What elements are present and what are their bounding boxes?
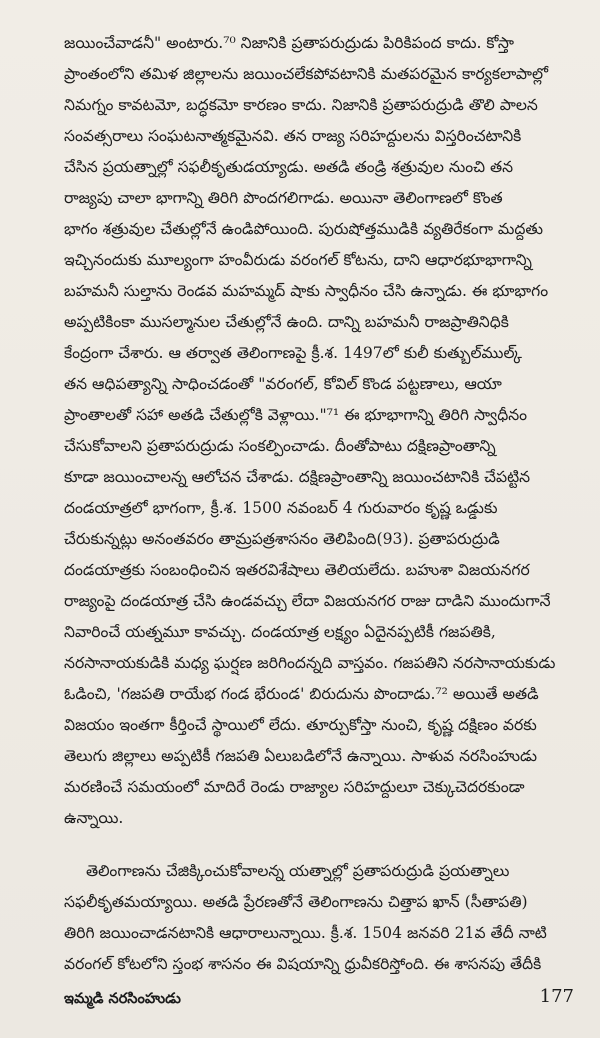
- text-line: సఫలీకృతమయ్యాయి. అతడి ప్రేరణతోనే తెలింగాణను చిత్తాప ఖాన్ (సీతాపతి): [64, 893, 528, 911]
- text-line: తిరిగి జయించాడనటానికి ఆధారాలున్నాయి. క్రీ.శ. 1504 జనవరి 21వ తేదీ నాటి: [64, 924, 547, 942]
- text-line: చేసుకోవాలని ప్రతాపరుద్రుడు సంకల్పించాడు. దీంతోపాటు దక్షిణప్రాంతాన్ని: [64, 437, 496, 455]
- text-line: చేసిన ప్రయత్నాల్లో సఫలీకృతుడయ్యాడు. అతడి తండ్రి శత్రువుల నుంచి తన: [64, 158, 514, 176]
- text-line: విజయం ఇంతగా కీర్తించే స్థాయిలో లేదు. తూర్పుకోస్తా నుంచి, కృష్ణ దక్షిణం వరకు: [64, 716, 537, 734]
- text-line: అప్పటికింకా ముసల్మానుల చేతుల్లోనే ఉంది. దాన్ని బహమనీ రాజప్రాతినిధికి: [64, 313, 509, 331]
- text-line: జయించేవాడనీ" అంటారు.⁷⁰ నిజానికి ప్రతాపరుద్రుడు పిరికిపంద కాదు. కోస్తా: [64, 34, 514, 52]
- text-line: ఓడించి, 'గజపతి రాయేభ గండ భేరుండ' బిరుదును పొందాడు.⁷² అయితే అతడి: [64, 685, 539, 703]
- text-line: కేంద్రంగా చేశారు. ఆ తర్వాత తెలింగాణపై క్రీ.శ. 1497లో కులీ కుత్బుల్‌ముల్క్: [64, 344, 522, 362]
- text-line: ప్రాంతంలోని తమిళ జిల్లాలను జయించలేకపోవటానికి మతపరమైన కార్యకలాపాల్లో: [64, 65, 549, 83]
- running-title: ఇమ్మడి నరసింహుడు: [64, 990, 181, 1007]
- text-line: భాగం శత్రువుల చేతుల్లోనే ఉండిపోయింది. పురుషోత్తముడికి వ్యతిరేకంగా మద్దతు: [64, 220, 543, 238]
- text-line: రాజ్యంపై దండయాత్ర చేసి ఉండవచ్చు లేదా విజయనగర రాజు దాడిని ముందుగానే: [64, 592, 551, 610]
- body-text: [64, 28, 574, 980]
- paragraph-gap: [64, 834, 574, 856]
- text-line: రాజ్యపు చాలా భాగాన్ని తిరిగి పొందగలిగాడు. అయినా తెలింగాణలో కొంత: [64, 189, 503, 207]
- text-line: కూడా జయించాలన్న ఆలోచన చేశాడు. దక్షిణప్రాంతాన్ని జయించటానికి చేపట్టిన: [64, 468, 531, 486]
- text-line: మరణించే సమయంలో మాదిరే రెండు రాజ్యాల సరిహద్దులూ చెక్కుచెదరకుండా: [64, 778, 525, 796]
- text-line: వరంగల్ కోటలోని స్తంభ శాసనం ఈ విషయాన్ని ధ్రువీకరిస్తోంది. ఈ శాసనపు తేదీకి: [64, 955, 542, 973]
- text-line: ప్రాంతాలతో సహా అతడి చేతుల్లోకి వెళ్లాయి."⁷¹ ఈ భూభాగాన్ని తిరిగి స్వాధీనం: [64, 406, 528, 424]
- page-footer: [64, 986, 574, 1016]
- text-line: తెలుగు జిల్లాలు అప్పటికీ గజపతి ఏలుబడిలోనే ఉన్నాయి. సాళువ నరసింహుడు: [64, 747, 537, 765]
- text-line: నిమగ్నం కావటమో, బద్ధకమో కారణం కాదు. నిజానికి ప్రతాపరుద్రుడి తొలి పాలన: [64, 96, 538, 114]
- paragraph-2: [64, 856, 574, 980]
- text-line: నివారించే యత్నమూ కావచ్చు. దండయాత్ర లక్ష్యం ఏదైనప్పటికీ గజపతికి,: [64, 623, 496, 641]
- text-line-indented: తెలింగాణను చేజిక్కించుకోవాలన్న యత్నాల్లో ప్రతాపరుద్రుడి ప్రయత్నాలు: [86, 862, 510, 880]
- text-line: నరసానాయకుడికి మధ్య ఘర్షణ జరిగిందన్నది వాస్తవం. గజపతిని నరసానాయకుడు: [64, 654, 556, 672]
- text-line: ఇచ్చినందుకు మూల్యంగా హంవీరుడు వరంగల్ కోటను, దాని ఆధారభూభాగాన్ని: [64, 251, 532, 269]
- text-line: దండయాత్రలో భాగంగా, క్రీ.శ. 1500 నవంబర్ 4 గురువారం కృష్ణ ఒడ్డుకు: [64, 499, 498, 517]
- text-line: ఉన్నాయి.: [64, 809, 124, 827]
- text-line: బహమనీ సుల్తాను రెండవ మహమ్మద్ షాకు స్వాధీనం చేసి ఉన్నాడు. ఈ భూభాగం: [64, 282, 549, 300]
- text-line: తన ఆధిపత్యాన్ని సాధించడంతో "వరంగల్, కోవిల్ కొండ పట్టణాలు, ఆయా: [64, 375, 502, 393]
- text-line: సంవత్సరాలు సంఘటనాత్మకమైనవి. తన రాజ్య సరిహద్దులను విస్తరించటానికి: [64, 127, 522, 145]
- text-line: దండయాత్రకు సంబంధించిన ఇతరవిశేషాలు తెలియలేదు. బహుశా విజయనగర: [64, 561, 530, 579]
- text-line: చేరుకున్నట్లు అనంతవరం తామ్రపత్రశాసనం తెలిపింది(93). ప్రతాపరుద్రుడి: [64, 530, 500, 548]
- paragraph-1: [64, 28, 574, 834]
- page-number: 177: [539, 986, 574, 1007]
